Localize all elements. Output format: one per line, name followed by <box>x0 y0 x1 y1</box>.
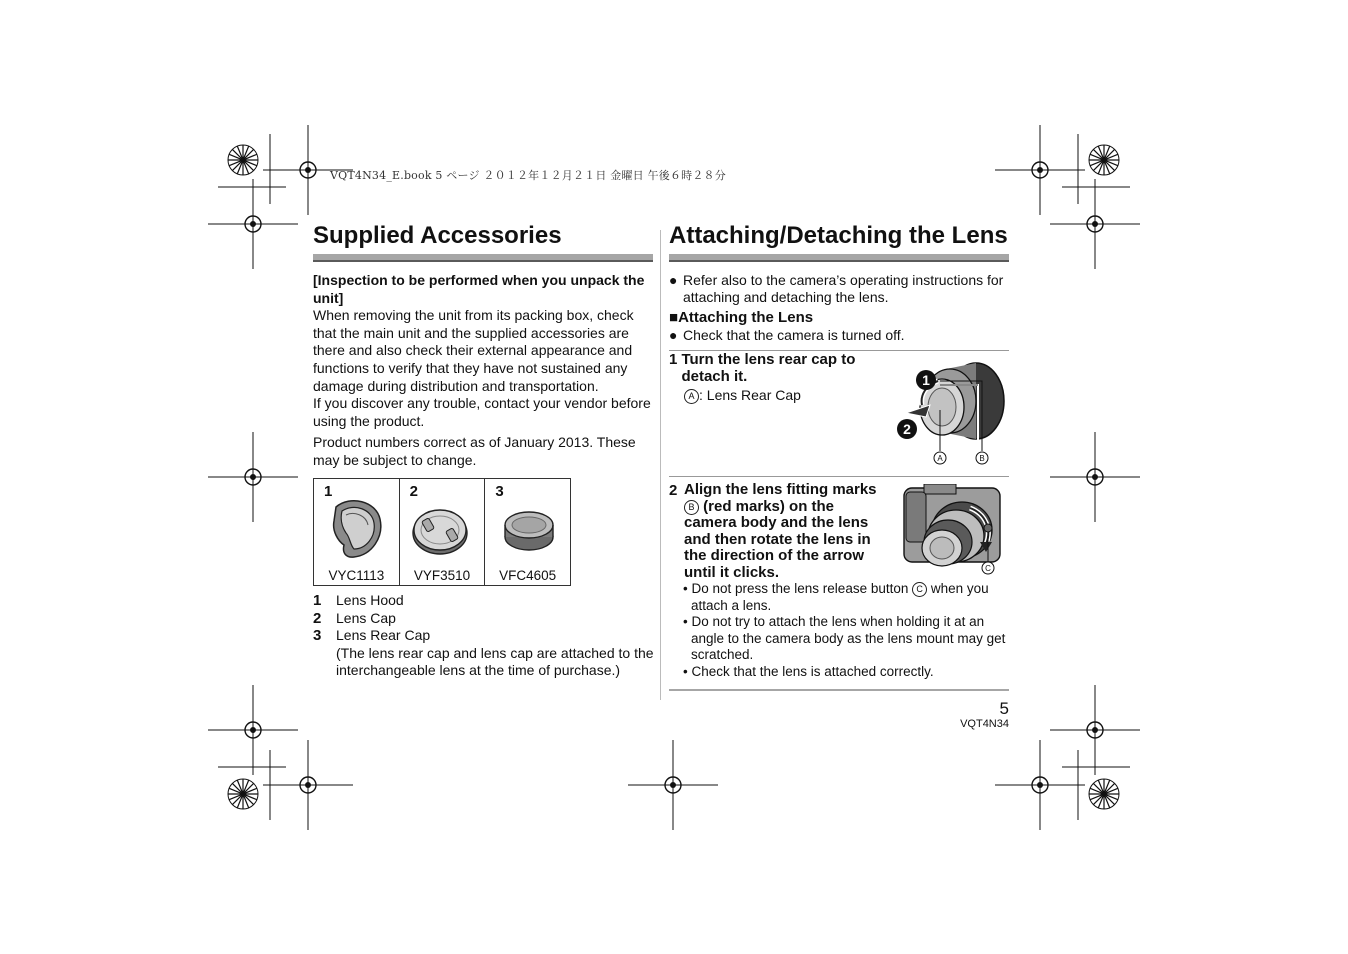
supplied-accessories-section <box>313 222 653 470</box>
registration-star-icon <box>1089 145 1119 175</box>
camera-lens-attach-illustration <box>900 484 1010 579</box>
step-separator <box>669 476 1009 477</box>
accessory-cell <box>485 479 570 585</box>
trouble-text: If you discover any trouble, contact your vendor before using the product. <box>313 395 651 429</box>
step-title: Align the lens fitting marks B (red marks) on the camera body and the lens and then rotate the lens in the direction of the arrow until it clicks. <box>684 481 877 581</box>
legend-item: 2 Lens Cap <box>313 609 396 627</box>
legend-note: (The lens rear cap and lens cap are attached to the interchangeable lens at the time of purchase.) <box>336 644 654 679</box>
accessories-table <box>313 478 571 586</box>
accessories-legend <box>313 592 658 680</box>
accessory-number: 3 <box>495 483 504 500</box>
note-bullet: • Check that the lens is attached correctly. <box>683 663 934 679</box>
accessory-cell <box>314 479 400 585</box>
registration-star-icon <box>1089 779 1119 809</box>
accessory-code: VFC4605 <box>499 568 557 583</box>
svg-text:1: 1 <box>922 372 930 388</box>
legend-item: 3 Lens Rear Cap <box>313 627 431 645</box>
attaching-lens-section <box>669 222 1009 351</box>
section-square-icon: ■ <box>669 309 679 326</box>
lens-rear-cap-icon <box>495 497 560 561</box>
step-1-caption: A : Lens Rear Cap <box>669 387 884 405</box>
inspection-text: When removing the unit from its packing box, check that the main unit and the supplied accessories are there and also check their external appearance and functions to verify that they have not sustained any damage during distribution and transportation. <box>313 307 634 394</box>
step-number: 1 <box>669 351 678 368</box>
lens-hood-icon <box>324 497 389 561</box>
inspection-heading: [Inspection to be performed when you unpack the unit] <box>313 272 645 306</box>
accessory-code: VYC1113 <box>328 568 385 583</box>
step-title: Turn the lens rear cap to detach it. <box>681 351 856 385</box>
model-code: VQT4N34 <box>960 718 1009 730</box>
svg-text:2: 2 <box>903 421 911 437</box>
section-heading-attaching: ■Attaching the Lens <box>669 309 814 326</box>
note-bullet: • Do not press the lens release button C when you attach a lens. <box>683 581 989 613</box>
label-c: C <box>985 564 991 573</box>
accessory-code: VYF3510 <box>413 568 471 583</box>
registration-star-icon <box>228 145 258 175</box>
product-numbers-note: Product numbers correct as of January 2013. These may be subject to change. <box>313 434 636 468</box>
title-rule <box>669 254 1009 262</box>
file-info-header: VQT4N34_E.book 5 ページ ２０１２年１２月２１日 金曜日 午後６時２８分 <box>330 169 726 182</box>
accessory-cell <box>400 479 486 585</box>
intro-bullet: ● Refer also to the camera’s operating instructions for attaching and detaching the lens. <box>669 272 1004 305</box>
lens-rear-cap-illustration <box>890 355 1014 467</box>
accessory-number: 1 <box>324 483 333 500</box>
step-number: 2 <box>669 482 678 499</box>
note-bullet: • Do not try to attach the lens when holding it at an angle to the camera body as the lens mount may get scratched. <box>683 614 1006 662</box>
section-bullet: ● Check that the camera is turned off. <box>669 327 905 343</box>
footer-rule <box>669 689 1009 691</box>
page-number: 5 <box>999 699 1009 718</box>
label-b: B <box>979 454 985 463</box>
step-2 <box>669 482 881 582</box>
page-title-supplied-accessories: Supplied Accessories <box>313 222 562 249</box>
column-divider <box>660 230 661 700</box>
step-2-notes <box>669 581 1014 680</box>
step-1 <box>669 351 884 405</box>
legend-item: 1 Lens Hood <box>313 592 404 609</box>
accessory-number: 2 <box>409 483 419 500</box>
title-rule <box>313 254 653 262</box>
page-title-attaching-lens: Attaching/Detaching the Lens <box>669 222 1008 249</box>
registration-star-icon <box>228 779 258 809</box>
lens-cap-icon <box>410 497 475 561</box>
label-a: A <box>937 454 943 463</box>
